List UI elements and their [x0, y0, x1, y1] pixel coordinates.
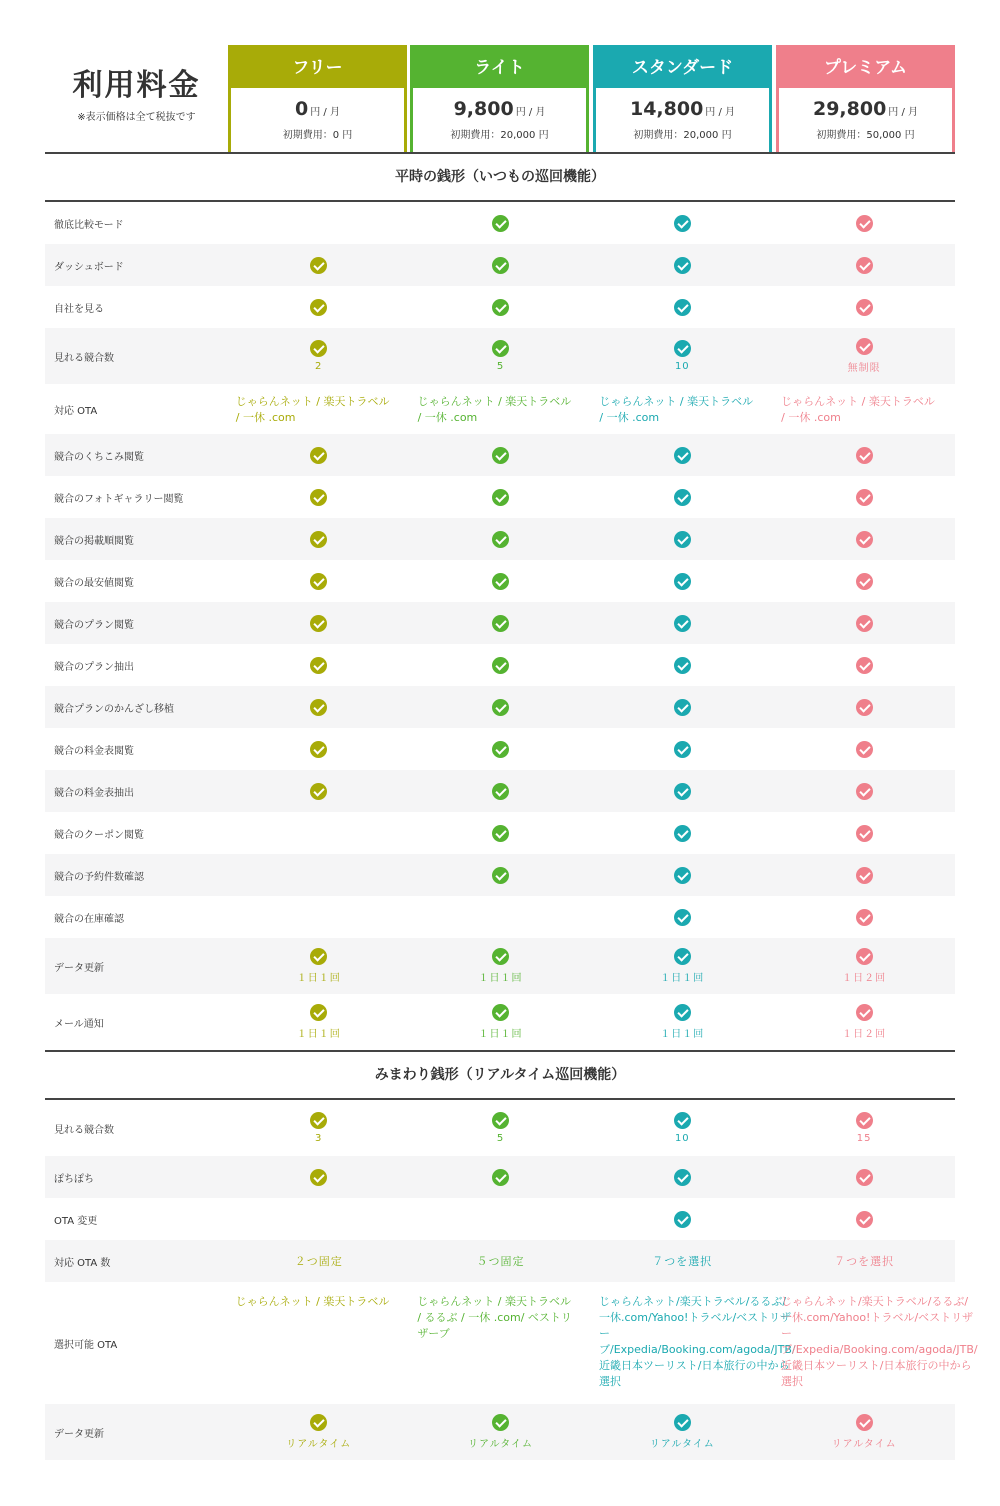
- check-icon: [674, 489, 691, 506]
- plan-cell: [773, 1169, 955, 1186]
- cell-value: ７つを選択: [652, 1255, 713, 1268]
- section-title: 平時の銭形（いつもの巡回機能）: [395, 169, 605, 185]
- check-icon: [492, 699, 509, 716]
- plan-cell: [410, 783, 592, 800]
- check-icon: [674, 1169, 691, 1186]
- table-row: [45, 476, 955, 518]
- plan-cell: [591, 741, 773, 758]
- plan-name: スタンダード: [596, 48, 769, 88]
- check-icon: [310, 299, 327, 316]
- table-row: [45, 244, 955, 286]
- check-icon: [492, 741, 509, 758]
- cell-value: 10: [674, 1133, 690, 1144]
- pricing-header: [45, 0, 955, 152]
- feature-label: 競合の在庫確認: [54, 913, 124, 925]
- plan-cell: [773, 299, 955, 316]
- cell-value: 5: [496, 1133, 505, 1144]
- check-icon: [674, 699, 691, 716]
- pricing-table: [45, 0, 978, 1460]
- plan-cell: [410, 615, 592, 632]
- plan-cell: [591, 1169, 773, 1186]
- check-icon: [310, 657, 327, 674]
- plan-cell: じゃらんネット / 楽天トラベル: [235, 1295, 390, 1308]
- plan-cell: [410, 699, 592, 716]
- plan-cell: [773, 1414, 955, 1450]
- check-icon: [310, 948, 327, 965]
- initial-fee: 初期費用：20,000 円: [633, 130, 732, 141]
- table-row: [45, 328, 955, 384]
- feature-label: 徹底比較モード: [54, 219, 124, 231]
- check-icon: [674, 1112, 691, 1129]
- cell-value: リアルタイム: [831, 1439, 897, 1450]
- table-row: [45, 1198, 955, 1240]
- plan-cell: [228, 573, 410, 590]
- check-icon: [310, 489, 327, 506]
- plan-cell: [773, 615, 955, 632]
- table-row: [45, 286, 955, 328]
- check-icon: [674, 1004, 691, 1021]
- initial-fee: 初期費用：0 円: [282, 130, 353, 141]
- plan-cell: [773, 447, 955, 464]
- cell-value: ２つ固定: [294, 1255, 343, 1268]
- plan-cell: [773, 257, 955, 274]
- plan-cell: [410, 1004, 592, 1040]
- check-icon: [492, 615, 509, 632]
- table-row: [45, 686, 955, 728]
- check-icon: [310, 447, 327, 464]
- plan-cell: [773, 783, 955, 800]
- check-icon: [310, 340, 327, 357]
- check-icon: [492, 489, 509, 506]
- check-icon: [856, 1414, 873, 1431]
- check-icon: [310, 531, 327, 548]
- check-icon: [856, 783, 873, 800]
- plan-cell: [773, 741, 955, 758]
- check-icon: [492, 1004, 509, 1021]
- check-icon: [492, 573, 509, 590]
- feature-label: ぽちぽち: [54, 1173, 94, 1185]
- table-row: [45, 896, 955, 938]
- check-icon: [674, 573, 691, 590]
- check-icon: [310, 1169, 327, 1186]
- plan-cell: [228, 699, 410, 716]
- check-icon: [856, 615, 873, 632]
- plan-cell: [773, 948, 955, 984]
- plan-cell: [773, 1211, 955, 1228]
- table-row: [45, 1156, 955, 1198]
- check-icon: [492, 447, 509, 464]
- plan-cell: [591, 340, 773, 372]
- check-icon: [492, 257, 509, 274]
- plan-cell: じゃらんネット/楽天トラベル/るるぶ/一休.com/Yahoo!トラベル/ベストリザーブ/Expedia/Booking.com/agoda/JTB/近畿日本ツーリスト/日本旅行の中から選択: [780, 1295, 978, 1388]
- check-icon: [856, 1211, 873, 1228]
- check-icon: [492, 299, 509, 316]
- check-icon: [674, 657, 691, 674]
- plan-cell: [591, 1211, 773, 1228]
- plan-cell: [228, 299, 410, 316]
- plan-card-lite: [410, 45, 589, 152]
- plan-cell: [591, 825, 773, 842]
- cell-value: １日１回: [660, 973, 705, 984]
- plan-cell: [591, 657, 773, 674]
- table-row: [45, 384, 955, 434]
- title-block: [45, 66, 228, 123]
- plan-name: ライト: [413, 48, 586, 88]
- check-icon: [856, 215, 873, 232]
- plan-cell: [410, 657, 592, 674]
- table-row: [45, 602, 955, 644]
- check-icon: [492, 825, 509, 842]
- feature-label: 見れる競合数: [54, 352, 114, 364]
- plan-cell: [773, 825, 955, 842]
- plan-cell: [591, 257, 773, 274]
- plan-cell: [773, 1112, 955, 1144]
- plan-cell: [591, 489, 773, 506]
- feature-label: 競合の最安値閲覧: [54, 577, 134, 589]
- check-icon: [310, 1112, 327, 1129]
- cell-value: 10: [674, 361, 690, 372]
- plan-cell: [410, 1414, 592, 1450]
- plan-cell: [773, 215, 955, 232]
- cell-value: １日２回: [842, 973, 887, 984]
- feature-label: 対応 OTA 数: [54, 1257, 111, 1269]
- table-row: [45, 1404, 955, 1460]
- table-row: [45, 1240, 955, 1282]
- plan-cell: [410, 447, 592, 464]
- check-icon: [674, 825, 691, 842]
- page-title: 利用料金: [72, 68, 201, 103]
- plan-cell: [228, 1112, 410, 1144]
- plan-cell: [773, 657, 955, 674]
- cell-value: １日１回: [478, 973, 523, 984]
- cell-value: 3: [315, 1133, 323, 1144]
- plan-cell: [228, 615, 410, 632]
- check-icon: [492, 867, 509, 884]
- price-value: 9,800: [453, 98, 514, 120]
- price-value: 14,800: [629, 98, 704, 120]
- plan-cell: [228, 531, 410, 548]
- plan-cell: [591, 531, 773, 548]
- check-icon: [856, 657, 873, 674]
- check-icon: [856, 699, 873, 716]
- initial-fee: 初期費用：20,000 円: [450, 130, 549, 141]
- table-row: [45, 1282, 978, 1404]
- plan-cell: [773, 699, 955, 716]
- check-icon: [674, 340, 691, 357]
- cell-value: 15: [856, 1133, 872, 1144]
- plan-cell: [410, 299, 592, 316]
- table-row: [45, 202, 955, 244]
- check-icon: [856, 741, 873, 758]
- cell-value: 無制限: [847, 363, 881, 374]
- table-row: [45, 518, 955, 560]
- check-icon: [674, 909, 691, 926]
- feature-label: 競合の予約件数確認: [54, 871, 144, 883]
- check-icon: [492, 1169, 509, 1186]
- plan-card-free: [228, 45, 407, 152]
- cell-value: 2: [315, 361, 323, 372]
- check-icon: [492, 948, 509, 965]
- plan-cell: [410, 340, 592, 372]
- price-unit: 円 / 月: [310, 107, 340, 118]
- table-row: [45, 560, 955, 602]
- plan-cell: [228, 1414, 410, 1450]
- plan-cell: [228, 340, 410, 372]
- cell-value: １日１回: [296, 973, 341, 984]
- feature-label: 競合のクーポン閲覧: [54, 829, 144, 841]
- table-row: [45, 770, 955, 812]
- check-icon: [674, 299, 691, 316]
- plan-cell: [591, 699, 773, 716]
- check-icon: [492, 783, 509, 800]
- check-icon: [856, 1004, 873, 1021]
- plan-cell: [591, 215, 773, 232]
- tax-note: ※表示価格は全て税抜です: [77, 112, 196, 123]
- check-icon: [674, 948, 691, 965]
- check-icon: [310, 783, 327, 800]
- price-value: 0: [295, 98, 309, 120]
- plan-price: [413, 98, 586, 120]
- plan-cell: [773, 489, 955, 506]
- plan-cell: [410, 257, 592, 274]
- price-value: 29,800: [812, 98, 887, 120]
- plan-cell: [228, 948, 410, 984]
- plan-cell: [228, 783, 410, 800]
- check-icon: [674, 447, 691, 464]
- check-icon: [674, 783, 691, 800]
- check-icon: [856, 338, 873, 355]
- initial-fee: 初期費用：50,000 円: [816, 130, 915, 141]
- feature-label: データ更新: [54, 1428, 104, 1440]
- table-row: [45, 1100, 955, 1156]
- feature-label: 選択可能 OTA: [54, 1339, 118, 1351]
- plan-cell: [228, 1004, 410, 1040]
- plan-cell: [591, 909, 773, 926]
- section-title: みまわり銭形（リアルタイム巡回機能）: [374, 1067, 626, 1083]
- check-icon: [856, 299, 873, 316]
- plan-cell: じゃらんネット / 楽天トラベル / 一休 .com: [417, 395, 572, 424]
- feature-label: メール通知: [54, 1018, 104, 1030]
- plan-cell: [410, 1169, 592, 1186]
- check-icon: [674, 215, 691, 232]
- table-row: [45, 854, 955, 896]
- feature-label: データ更新: [54, 962, 104, 974]
- feature-label: 見れる競合数: [54, 1124, 114, 1136]
- plan-cell: [410, 531, 592, 548]
- check-icon: [492, 1112, 509, 1129]
- check-icon: [856, 531, 873, 548]
- check-icon: [310, 1004, 327, 1021]
- table-row: [45, 728, 955, 770]
- plan-cell: [591, 447, 773, 464]
- plan-name: プレミアム: [779, 48, 952, 88]
- plan-cell: [591, 948, 773, 984]
- plan-cell: [591, 1414, 773, 1450]
- feature-label: 自社を見る: [54, 303, 104, 315]
- plan-cell: [591, 867, 773, 884]
- plan-cell: [773, 338, 955, 374]
- plan-cell: [773, 531, 955, 548]
- table-row: [45, 644, 955, 686]
- plan-cell: [410, 948, 592, 984]
- check-icon: [310, 615, 327, 632]
- cell-value: リアルタイム: [649, 1439, 715, 1450]
- feature-label: ダッシュボード: [54, 261, 124, 273]
- plan-cell: [591, 783, 773, 800]
- feature-label: 競合のフォトギャラリー閲覧: [54, 493, 184, 505]
- plan-cell: [591, 573, 773, 590]
- plan-cell: [228, 489, 410, 506]
- check-icon: [856, 825, 873, 842]
- check-icon: [856, 909, 873, 926]
- plan-name: フリー: [231, 48, 404, 88]
- cell-value: リアルタイム: [286, 1439, 352, 1450]
- plan-cell: じゃらんネット / 楽天トラベル / 一休 .com: [599, 395, 754, 424]
- plan-cell: [591, 299, 773, 316]
- check-icon: [856, 867, 873, 884]
- feature-label: OTA 変更: [54, 1215, 98, 1227]
- plan-cell: [410, 489, 592, 506]
- price-unit: 円 / 月: [888, 107, 919, 118]
- cell-value: １日１回: [296, 1029, 341, 1040]
- price-unit: 円 / 月: [515, 107, 546, 118]
- plan-cell: [410, 825, 592, 842]
- plan-price: [596, 98, 769, 120]
- plan-cell: じゃらんネット/楽天トラベル/るるぶ/一休.com/Yahoo!トラベル/ベストリザーブ/Expedia/Booking.com/agoda/JTB/近畿日本ツーリスト/日本旅行の中から選択: [598, 1295, 796, 1388]
- cell-value: １日２回: [842, 1029, 887, 1040]
- plan-cell: [591, 1004, 773, 1040]
- plan-cell: [773, 1004, 955, 1040]
- plan-cell: [773, 909, 955, 926]
- plan-cell: [773, 573, 955, 590]
- plan-cell: [773, 867, 955, 884]
- plan-cell: [228, 657, 410, 674]
- plan-cell: [410, 1253, 592, 1269]
- plan-cell: じゃらんネット / 楽天トラベル / 一休 .com: [781, 395, 935, 424]
- plan-cell: [591, 1253, 773, 1269]
- check-icon: [310, 741, 327, 758]
- cell-value: ７つを選択: [834, 1255, 895, 1268]
- feature-label: 競合のプラン抽出: [54, 661, 134, 673]
- check-icon: [674, 257, 691, 274]
- plan-cell: [591, 1112, 773, 1144]
- check-icon: [674, 615, 691, 632]
- cell-value: １日１回: [660, 1029, 705, 1040]
- plan-cell: [410, 867, 592, 884]
- check-icon: [674, 531, 691, 548]
- plan-cell: [410, 1112, 592, 1144]
- plan-cell: [410, 215, 592, 232]
- table-row: [45, 994, 955, 1050]
- plan-cell: [228, 741, 410, 758]
- plan-cell: [410, 741, 592, 758]
- feature-label: 競合の掲載順閲覧: [54, 535, 134, 547]
- plan-price: [779, 98, 952, 120]
- check-icon: [856, 489, 873, 506]
- plan-price: [231, 98, 404, 120]
- check-icon: [492, 1414, 509, 1431]
- plan-cell: [773, 1253, 955, 1269]
- check-icon: [674, 867, 691, 884]
- check-icon: [674, 1414, 691, 1431]
- feature-table: [45, 152, 978, 1460]
- check-icon: [310, 699, 327, 716]
- feature-label: 競合プランのかんざし移植: [54, 703, 174, 715]
- feature-label: 競合の料金表閲覧: [54, 745, 134, 757]
- check-icon: [856, 1112, 873, 1129]
- feature-label: 競合の料金表抽出: [54, 787, 134, 799]
- plan-cell: [228, 447, 410, 464]
- table-row: [45, 812, 955, 854]
- plan-cell: じゃらんネット / 楽天トラベル / 一休 .com: [235, 395, 390, 424]
- cell-value: リアルタイム: [468, 1439, 533, 1450]
- plan-card-standard: [593, 45, 772, 152]
- plan-cell: [410, 573, 592, 590]
- check-icon: [492, 657, 509, 674]
- table-row: [45, 938, 955, 994]
- plan-cell: [228, 257, 410, 274]
- plan-cell: [228, 1253, 410, 1269]
- table-row: [45, 434, 955, 476]
- cell-value: ５つ固定: [476, 1255, 525, 1268]
- check-icon: [856, 573, 873, 590]
- plan-cell: [228, 1169, 410, 1186]
- check-icon: [856, 948, 873, 965]
- check-icon: [492, 340, 509, 357]
- check-icon: [310, 257, 327, 274]
- cell-value: １日１回: [478, 1029, 523, 1040]
- check-icon: [674, 741, 691, 758]
- plan-cell: じゃらんネット / 楽天トラベル / るるぶ / 一休 .com/ ベストリザーブ: [417, 1295, 572, 1340]
- feature-label: 競合のプラン閲覧: [54, 619, 134, 631]
- check-icon: [310, 573, 327, 590]
- check-icon: [492, 531, 509, 548]
- feature-label: 競合のくちこみ閲覧: [54, 451, 144, 463]
- price-unit: 円 / 月: [705, 107, 736, 118]
- cell-value: 5: [496, 361, 505, 372]
- check-icon: [856, 257, 873, 274]
- check-icon: [674, 1211, 691, 1228]
- check-icon: [856, 447, 873, 464]
- feature-label: 対応 OTA: [54, 405, 98, 417]
- plan-cell: [591, 615, 773, 632]
- check-icon: [856, 1169, 873, 1186]
- check-icon: [492, 215, 509, 232]
- plan-card-premium: [776, 45, 955, 152]
- check-icon: [310, 1414, 327, 1431]
